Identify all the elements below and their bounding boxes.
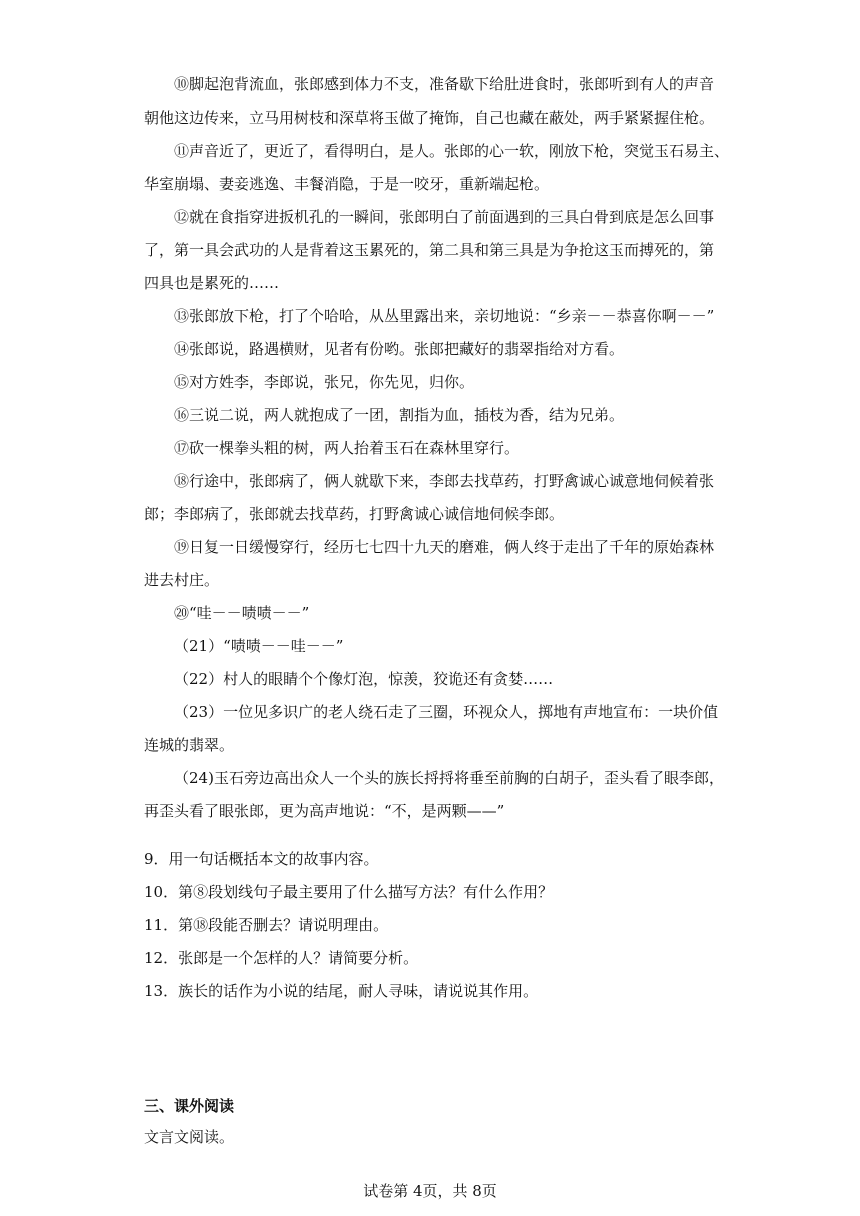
paragraph-13: ⑬张郎放下枪，打了个哈哈，从丛里露出来，亲切地说：“乡亲－－恭喜你啊－－”: [174, 307, 715, 325]
paragraph-23-line2: 连城的翡翠。: [144, 736, 235, 754]
page-footer: 试卷第 4页，共 8页: [363, 1182, 497, 1200]
paragraph-19-line2: 进去村庄。: [144, 571, 220, 589]
paragraph-18-line2: 郎；李郎病了，张郎就去找草药，打野禽诚心诚信地伺候李郎。: [144, 505, 565, 523]
paragraph-12-line1: ⑫就在食指穿进扳机孔的一瞬间，张郎明白了前面遇到的三具白骨到底是怎么回事: [174, 208, 715, 226]
paragraph-24-line2: 再歪头看了眼张郎，更为高声地说：“不，是两颗——”: [144, 802, 505, 820]
section-intro: 文言文阅读。: [144, 1128, 235, 1146]
paragraph-24-line1: （24)玉石旁边高出众人一个头的族长捋捋将垂至前胸的白胡子，歪头看了眼李郎，: [174, 769, 724, 787]
question-10: 10．第⑧段划线句子最主要用了什么描写方法？有什么作用？: [144, 883, 554, 901]
question-11: 11．第⑱段能否删去？请说明理由。: [144, 916, 389, 934]
paragraph-19-line1: ⑲日复一日缓慢穿行，经历七七四十九天的磨难，俩人终于走出了千年的原始森林: [174, 538, 715, 556]
paragraph-14: ⑭张郎说，路遇横财，见者有份哟。张郎把藏好的翡翠指给对方看。: [174, 340, 625, 358]
paragraph-10-line1: ⑩脚起泡背流血，张郎感到体力不支，准备歇下给肚进食时，张郎听到有人的声音: [174, 75, 715, 93]
question-13: 13．族长的话作为小说的结尾，耐人寻味，请说说其作用。: [144, 982, 539, 1000]
paragraph-12-line2: 了，第一具会武功的人是背着这玉累死的，第二具和第三具是为争抢这玉而搏死的，第: [144, 241, 715, 259]
question-9: 9．用一句话概括本文的故事内容。: [144, 850, 379, 868]
paragraph-23-line1: （23）一位见多识广的老人绕石走了三圈，环视众人，掷地有声地宣布：一块价值: [174, 703, 719, 721]
paragraph-11-line2: 华室崩塌、妻妾逃逸、丰餐消隐，于是一咬牙，重新端起枪。: [144, 175, 550, 193]
paragraph-12-line3: 四具也是累死的……: [144, 274, 280, 292]
paragraph-17: ⑰砍一棵拳头粗的树，两人抬着玉石在森林里穿行。: [174, 439, 520, 457]
question-12: 12．张郎是一个怎样的人？请简要分析。: [144, 949, 419, 967]
paragraph-18-line1: ⑱行途中，张郎病了，俩人就歇下来，李郎去找草药，打野禽诚心诚意地伺候着张: [174, 472, 715, 490]
paragraph-11-line1: ⑪声音近了，更近了，看得明白，是人。张郎的心一软，刚放下枪，突觉玉石易主、: [174, 142, 730, 160]
paragraph-20: ⑳“哇－－啧啧－－”: [174, 604, 310, 622]
paragraph-16: ⑯三说二说，两人就抱成了一团，割指为血，插枝为香，结为兄弟。: [174, 406, 625, 424]
paragraph-15: ⑮对方姓李，李郎说，张兄，你先见，归你。: [174, 373, 475, 391]
paragraph-10-line2: 朝他这边传来，立马用树枝和深草将玉做了掩饰，自己也藏在蔽处，两手紧紧握住枪。: [144, 109, 715, 127]
paragraph-21: （21）“啧啧－－哇－－”: [174, 637, 344, 655]
paragraph-22: （22）村人的眼睛个个像灯泡，惊羡，狡诡还有贪婪……: [174, 670, 554, 688]
section-heading: 三、课外阅读: [144, 1097, 235, 1115]
